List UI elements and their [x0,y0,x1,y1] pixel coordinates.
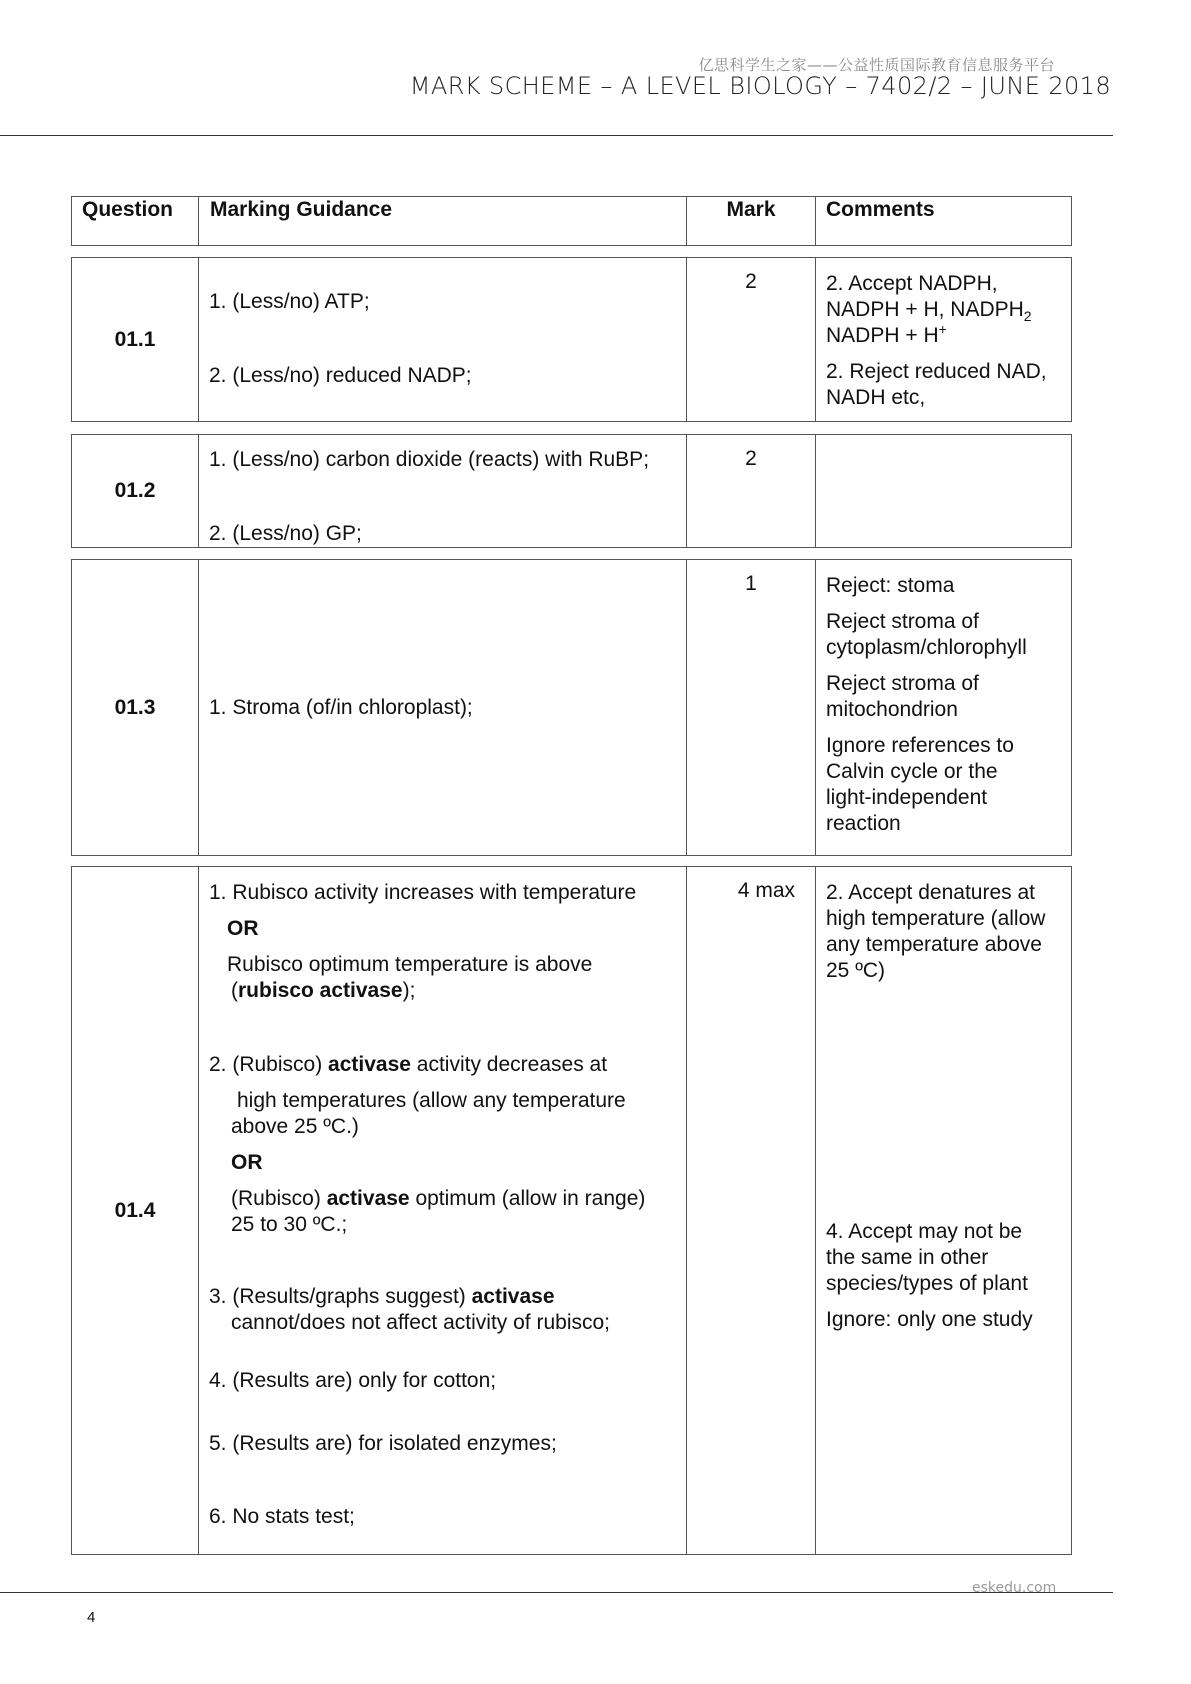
comments [816,258,1072,422]
comment-line: light-independent [826,786,988,809]
guidance-text: (Rubisco) [231,1187,327,1210]
guidance-line: 25 to 30 ºC.; [231,1213,348,1236]
marking-guidance [199,258,687,422]
question-01-4-row [71,866,1072,1555]
header-rule [0,135,1113,136]
guidance-point-1: 1. Rubisco activity increases with temperature [209,881,637,904]
marking-guidance [199,560,687,856]
comment-text: NADPH + H [826,324,939,347]
question-01-1-row [71,257,1072,422]
question-number: 01.3 [72,560,199,856]
mark-value: 4 max [687,867,816,1555]
mark-value: 2 [687,258,816,422]
footer-watermark: eskedu.com [972,1580,1057,1596]
header-watermark: 亿思科学生之家——公益性质国际教育信息服务平台 [698,56,1055,74]
guidance-bold: rubisco activase [238,979,403,1002]
marking-guidance [199,867,687,1555]
comment-line: 25 ºC) [826,959,886,982]
guidance-bold: activase [471,1285,555,1308]
question-number: 01.4 [72,867,199,1555]
comments [816,435,1072,548]
comment-line: 2. Reject reduced NAD, [826,360,1047,383]
comments [816,560,1072,856]
page-number: 4 [87,1609,96,1626]
comment-line: Reject stroma of [826,672,979,695]
comment-line: Reject: stoma [826,574,955,597]
header-question: Question [72,197,199,246]
comment-line [826,323,1065,349]
guidance-point-2: 2. (Less/no) GP; [209,522,362,545]
footer-rule [0,1592,1113,1593]
mark-value: 2 [687,435,816,548]
question-number: 01.1 [72,258,199,422]
guidance-text: activity decreases at [410,1053,608,1076]
comment-line: Ignore: only one study [826,1308,1033,1331]
guidance-line [209,1186,680,1212]
guidance-point-1: 1. (Less/no) carbon dioxide (reacts) with RuBP; [209,448,650,471]
guidance-point-3 [209,1284,680,1310]
or-label: OR [231,1151,263,1174]
comment-line [826,297,1065,323]
header-comments: Comments [816,197,1072,246]
guidance-line: high temperatures (allow any temperature [237,1089,626,1112]
comment-line: Calvin cycle or the [826,760,998,783]
comment-line: high temperature (allow [826,907,1046,930]
comment-line: 4. Accept may not be [826,1220,1023,1243]
question-01-2-row [71,434,1072,548]
comment-line: NADH etc, [826,386,926,409]
guidance-point-1: 1. Stroma (of/in chloroplast); [209,695,473,719]
comment-text: NADPH + H, NADPH [826,298,1024,321]
guidance-point-5: 5. (Results are) for isolated enzymes; [209,1432,557,1455]
comment-line: mitochondrion [826,698,958,721]
or-label: OR [227,917,259,940]
mark-value: 1 [687,560,816,856]
header-mark: Mark [687,197,816,246]
comment-line: 2. Accept denatures at [826,881,1035,904]
guidance-bold: activase [328,1053,411,1076]
question-number: 01.2 [72,435,199,548]
comment-line: the same in other [826,1246,989,1269]
comments [816,867,1072,1555]
guidance-text: 3. (Results/graphs suggest) [209,1285,472,1308]
header-guidance: Marking Guidance [199,197,687,246]
guidance-point-2 [209,1052,680,1078]
comment-line: 2. Accept NADPH, [826,272,998,295]
comment-line: Reject stroma of [826,610,979,633]
guidance-point-1: 1. (Less/no) ATP; [209,290,370,313]
guidance-line: Rubisco optimum temperature is above [227,953,593,976]
comment-line: reaction [826,812,901,835]
guidance-line: above 25 ºC.) [231,1115,359,1138]
guidance-point-2: 2. (Less/no) reduced NADP; [209,364,472,387]
question-01-3-row [71,559,1072,856]
guidance-text: optimum (allow in range) [409,1187,646,1210]
guidance-point-6: 6. No stats test; [209,1505,355,1528]
guidance-text: 2. (Rubisco) [209,1053,329,1076]
guidance-line: cannot/does not affect activity of rubisco; [231,1311,610,1334]
comment-line: species/types of plant [826,1272,1028,1295]
comment-line: any temperature above [826,933,1042,956]
guidance-bold: activase [326,1187,410,1210]
subscript: 2 [1023,308,1032,325]
comment-line: Ignore references to [826,734,1014,757]
comment-line: cytoplasm/chlorophyll [826,636,1027,659]
marking-guidance [199,435,687,548]
guidance-text: ( [231,979,238,1002]
document-title: MARK SCHEME – A LEVEL BIOLOGY – 7402/2 – JUNE 2018 [409,72,1111,100]
guidance-point-4: 4. (Results are) only for cotton; [209,1369,497,1392]
table-header [71,196,1072,246]
guidance-text: ); [402,979,416,1002]
guidance-line [209,978,680,1004]
superscript: + [938,321,947,337]
